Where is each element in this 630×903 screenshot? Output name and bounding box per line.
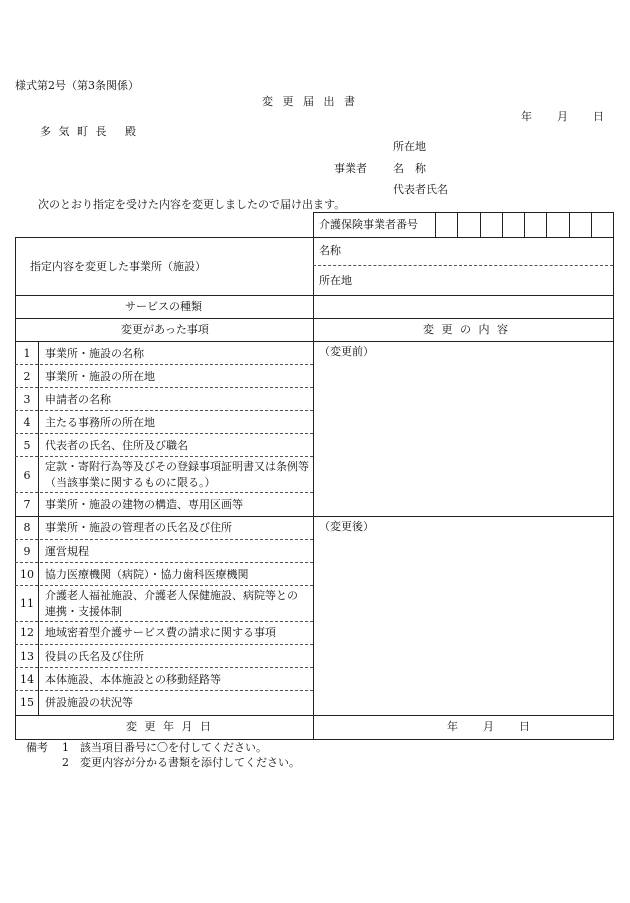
item-number: 12 — [20, 626, 34, 639]
dashed-line — [15, 492, 313, 493]
border-line — [15, 516, 313, 517]
dashed-line — [15, 585, 313, 586]
facility-label: 指定内容を変更した事業所（施設） — [30, 260, 206, 273]
dashed-line — [15, 562, 313, 563]
insurer-number-cell-line — [435, 212, 436, 237]
border-line — [15, 715, 614, 716]
item-number: 15 — [20, 696, 34, 709]
item-text: 申請者の名称 — [45, 393, 111, 406]
border-line — [15, 237, 16, 739]
note-number: 2 — [62, 756, 69, 769]
insurer-number-cell-line — [502, 212, 503, 237]
item-text: 事業所・施設の建物の構造、専用区画等 — [45, 498, 243, 511]
form-number: 様式第2号（第3条関係） — [15, 79, 139, 92]
change-date-month: 月 — [483, 720, 494, 733]
item-number: 4 — [23, 416, 31, 429]
border-line — [15, 341, 614, 342]
intro-text: 次のとおり指定を受けた内容を変更しましたので届け出ます。 — [38, 198, 346, 211]
note-text: 変更内容が分かる書類を添付してください。 — [80, 756, 300, 769]
border-line — [38, 341, 39, 715]
item-number: 10 — [20, 568, 34, 581]
dashed-line — [15, 539, 313, 540]
item-text: 協力医療機関（病院）・協力歯科医療機関 — [45, 568, 249, 581]
item-text: 主たる事務所の所在地 — [45, 416, 155, 429]
page-title: 変 更 届 出 書 — [262, 95, 358, 108]
item-text: 代表者の氏名、住所及び職名 — [45, 439, 188, 452]
date-day: 日 — [593, 110, 604, 123]
dashed-line — [313, 265, 613, 266]
content-header: 変 更 の 内 容 — [423, 323, 510, 336]
item-text-line2: 連携・支援体制 — [45, 605, 122, 618]
border-line — [313, 516, 614, 517]
border-line — [613, 237, 614, 739]
applicant-business-label: 事業者 — [334, 162, 367, 175]
insurer-number-cell-line — [480, 212, 481, 237]
change-date-year: 年 — [447, 720, 458, 733]
notes-label: 備考 — [26, 741, 48, 754]
item-number: 3 — [23, 393, 31, 406]
dashed-line — [15, 644, 313, 645]
item-text: 本体施設、本体施設との移動経路等 — [45, 673, 221, 686]
border-line — [313, 212, 314, 237]
item-text: 運営規程 — [45, 545, 89, 558]
applicant-address-label: 所在地 — [393, 140, 426, 153]
item-number: 1 — [23, 347, 31, 360]
item-number: 2 — [23, 370, 31, 383]
item-number: 6 — [23, 469, 31, 482]
insurer-number-cell-line — [613, 212, 614, 237]
dashed-line — [15, 621, 313, 622]
dashed-line — [15, 667, 313, 668]
border-line — [313, 237, 314, 739]
item-number: 7 — [23, 498, 31, 511]
item-text: 役員の氏名及び住所 — [45, 650, 144, 663]
dashed-line — [15, 364, 313, 365]
border-line — [15, 318, 614, 319]
insurer-number-cell-line — [591, 212, 592, 237]
item-number: 8 — [23, 521, 31, 534]
insurer-number-label: 介護保険事業者番号 — [319, 218, 418, 231]
border-line — [15, 295, 614, 296]
dashed-line — [15, 433, 313, 434]
insurer-number-cell-line — [524, 212, 525, 237]
border-line — [15, 739, 614, 740]
change-date-day: 日 — [519, 720, 530, 733]
facility-name-label: 名称 — [319, 244, 341, 257]
applicant-rep-label: 代表者氏名 — [393, 183, 448, 196]
addressee: 多 気 町 長 — [40, 125, 109, 138]
item-text: 介護老人福祉施設、介護老人保健施設、病院等との — [45, 589, 298, 602]
item-text: 地域密着型介護サービス費の請求に関する事項 — [45, 626, 276, 639]
insurer-number-cell-line — [457, 212, 458, 237]
change-date-label: 変 更 年 月 日 — [126, 720, 213, 733]
dashed-line — [15, 387, 313, 388]
insurer-number-cell-line — [569, 212, 570, 237]
before-label: （変更前） — [319, 345, 374, 358]
facility-address-label: 所在地 — [319, 274, 352, 287]
applicant-name-label: 名 称 — [393, 162, 426, 175]
border-line — [15, 237, 614, 238]
item-text: 併設施設の状況等 — [45, 696, 133, 709]
item-number: 13 — [20, 650, 34, 663]
service-type-label: サービスの種類 — [125, 300, 202, 313]
items-header: 変更があった事項 — [121, 323, 209, 336]
insurer-number-cell-line — [546, 212, 547, 237]
after-label: （変更後） — [319, 520, 374, 533]
item-text-line2: （当該事業に関するものに限る。） — [45, 476, 216, 489]
item-text: 事業所・施設の管理者の氏名及び住所 — [45, 521, 232, 534]
dashed-line — [15, 456, 313, 457]
dashed-line — [15, 410, 313, 411]
item-number: 5 — [23, 439, 31, 452]
item-number: 11 — [20, 597, 34, 610]
dashed-line — [15, 690, 313, 691]
item-text: 定款・寄附行為等及びその登録事項証明書又は条例等 — [45, 460, 309, 473]
item-number: 14 — [20, 673, 34, 686]
item-number: 9 — [23, 545, 31, 558]
honorific: 殿 — [125, 125, 136, 138]
date-year: 年 — [521, 110, 532, 123]
item-text: 事業所・施設の名称 — [45, 347, 144, 360]
item-text: 事業所・施設の所在地 — [45, 370, 155, 383]
note-number: 1 — [62, 741, 69, 754]
date-month: 月 — [557, 110, 568, 123]
note-text: 該当項目番号に〇を付してください。 — [80, 741, 267, 754]
